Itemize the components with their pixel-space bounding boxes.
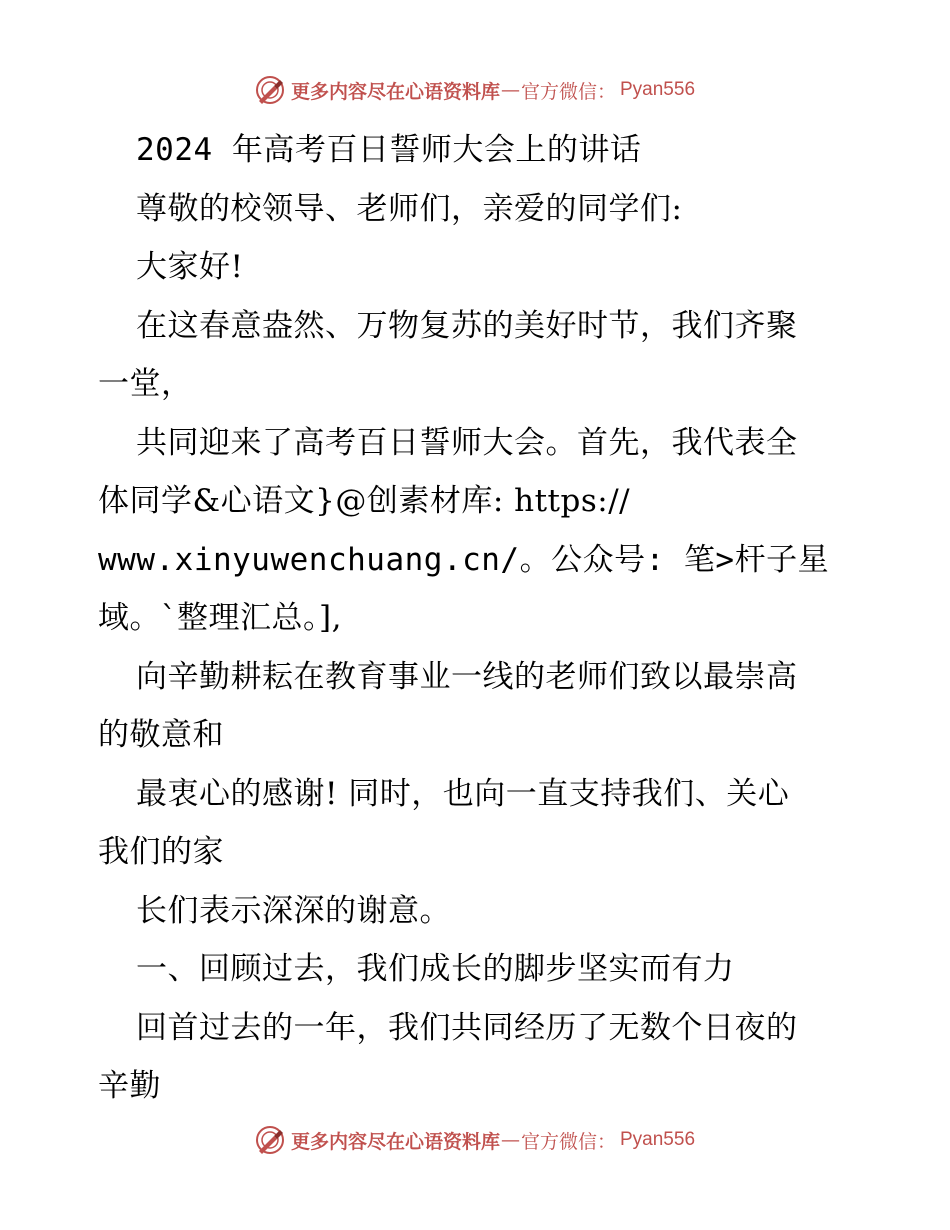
paragraph-line: 回首过去的一年，我们共同经历了无数个日夜的 [136,1009,798,1046]
footer-wechat-id: Pyan556 [620,1129,696,1150]
section-heading: 一、回顾过去，我们成长的脚步坚实而有力 [136,951,735,987]
paragraph-line: 向辛勤耕耘在教育事业一线的老师们致以最崇高 [136,658,798,695]
paragraph-line: 辛勤 [98,1068,161,1104]
header-banner [0,70,950,110]
header-wechat-label: 官方微信： [520,80,616,103]
paragraph-line: 体同学&心语文}@创素材库: https:// [98,483,631,519]
paragraph-line: www.xinyuwenchuang.cn/。公众号: 笔>杆子星 [98,541,830,578]
header-wechat-id: Pyan556 [620,79,696,100]
document-body [98,121,858,1116]
footer-banner [0,1120,950,1160]
header-separator: — [500,79,520,101]
paragraph-line: 我们的家 [98,834,224,870]
footer-wechat-label: 官方微信： [520,1130,616,1153]
paragraph-line: 的敬意和 [98,717,224,753]
document-title: 2024 年高考百日誓师大会上的讲话 [136,132,642,168]
paragraph-line: 共同迎来了高考百日誓师大会。首先，我代表全 [136,424,798,461]
greeting: 大家好! [136,249,244,285]
header-site-text: 更多内容尽在心语资料库 [290,80,500,103]
salutation: 尊敬的校领导、老师们，亲爱的同学们: [136,190,683,227]
paragraph-line: 最衷心的感谢! 同时，也向一直支持我们、关心 [136,775,790,812]
paragraph-line: 在这春意盎然、万物复苏的美好时节，我们齐聚 [136,307,798,344]
paragraph-line: 长们表示深深的谢意。 [136,892,451,929]
pen-logo-icon [255,1125,285,1155]
footer-site-text: 更多内容尽在心语资料库 [290,1130,500,1153]
paragraph-line: 一堂， [98,366,193,402]
paragraph-line: 域。`整理汇总。], [98,600,342,636]
footer-separator: — [500,1129,520,1151]
pen-logo-icon [255,75,285,105]
